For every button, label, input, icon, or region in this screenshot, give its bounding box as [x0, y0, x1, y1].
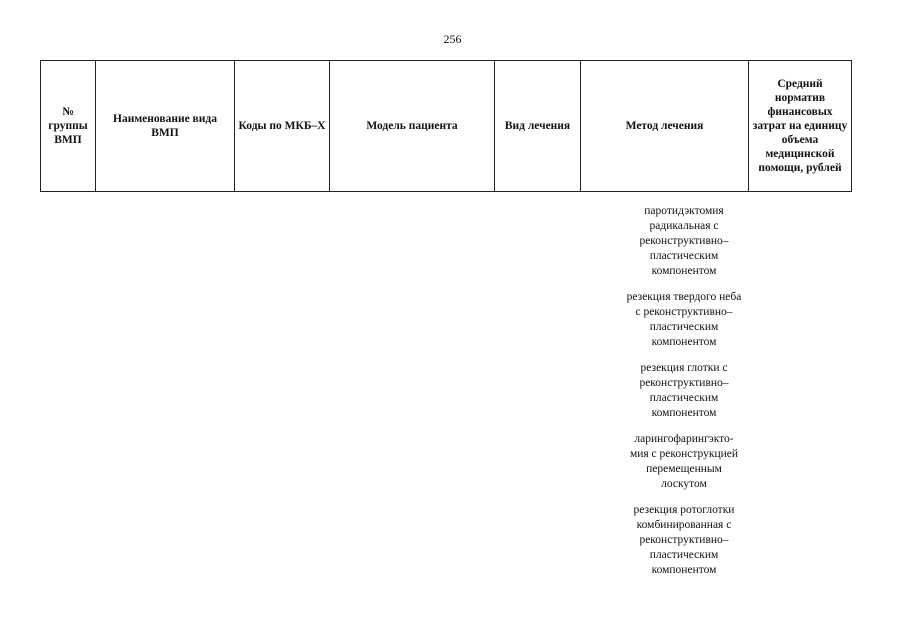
- treatment-method-list: [615, 204, 753, 589]
- page-number: 256: [443, 32, 462, 46]
- column-header-group-number: № группы ВМП: [41, 61, 96, 192]
- column-header-treatment-type: Вид лечения: [495, 61, 581, 192]
- column-header-treatment-method: Метод лечения: [581, 61, 749, 192]
- header-row: [41, 61, 852, 192]
- list-item: резекция глотки с реконструктивно– пластическим компонентом: [639, 362, 729, 419]
- column-header-patient-model: Модель пациента: [330, 61, 495, 192]
- header-table: [40, 60, 852, 192]
- list-item: паротидэктомия радикальная с реконструктивно– пластическим компонентом: [639, 205, 729, 277]
- list-item: резекция твердого неба с реконструктивно– пластическим компонентом: [626, 291, 742, 348]
- column-header-average-cost: Средний норматив финансовых затрат на единицу объема медицинской помощи, рублей: [749, 61, 852, 192]
- list-item: ларингофарингэкто- мия с реконструкцией перемещенным лоскутом: [629, 433, 739, 490]
- list-item: резекция ротоглотки комбинированная с реконструктивно– пластическим компонентом: [633, 504, 735, 576]
- column-header-vmp-type: Наименование вида ВМП: [96, 61, 235, 192]
- column-header-icd-codes: Коды по МКБ–Х: [235, 61, 330, 192]
